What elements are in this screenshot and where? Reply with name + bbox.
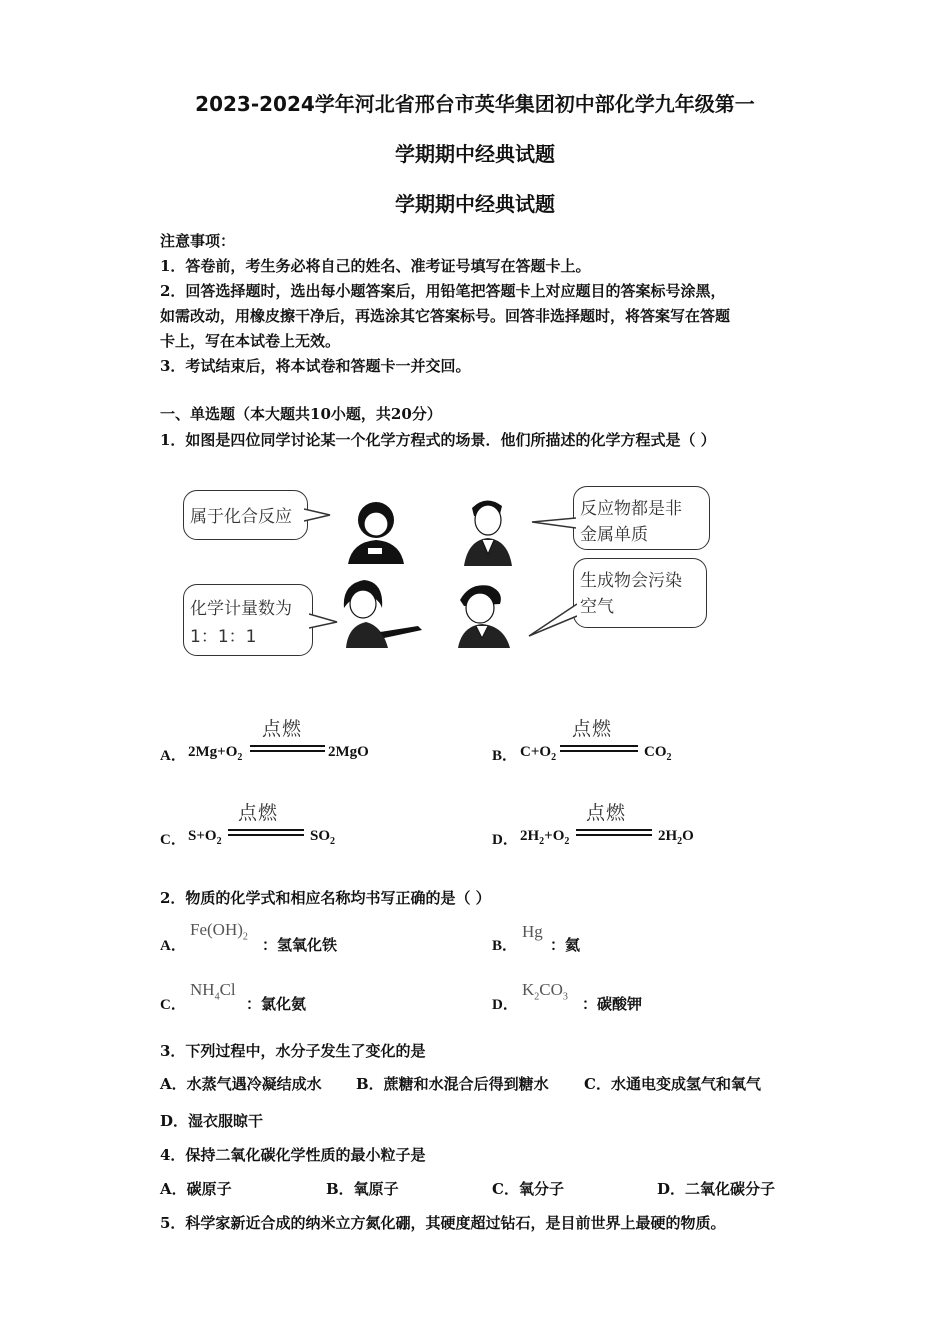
q2-option-d-formula: $K_2CO_3$ [522,980,568,1003]
option-d-label[interactable]: D． [492,832,518,848]
q4-option-a[interactable]: A．碳原子 [160,1180,232,1198]
option-a-reactants: $2Mg+O_2$ [188,744,243,763]
student-4-figure [450,580,520,648]
student-1-figure [340,498,410,566]
option-a-equals-bottom [250,750,325,752]
option-c-equals-top [228,829,304,831]
question-2-stem: 2．物质的化学式和相应名称均书写正确的是（ ） [160,889,491,907]
bubble-tail-1 [304,505,334,525]
q2-option-c-formula: $NH_4Cl$ [190,980,236,1003]
q2-option-c-label[interactable]: C． [160,997,186,1013]
q4-option-b[interactable]: B．氧原子 [326,1180,399,1198]
option-a-condition: 点燃 [262,718,303,740]
q2-option-a-label[interactable]: A． [160,938,186,954]
bubble-3-text-line2: 1：1：1 [190,627,257,647]
q3-option-a[interactable]: A．水蒸气遇冷凝结成水 [160,1075,322,1093]
q3-option-c[interactable]: C．水通电变成氢气和氧气 [584,1075,761,1093]
discussion-illustration [180,480,720,660]
q2-option-b-name: ：氦 [550,936,581,954]
page-subtitle: 学期期中经典试题 [395,192,555,216]
bubble-3-text-line1: 化学计量数为 [190,599,292,619]
notice-item: 卡上，写在本试卷上无效。 [160,332,341,350]
q4-option-d[interactable]: D．二氧化碳分子 [657,1180,776,1198]
notice-item: 1．答卷前，考生务必将自己的姓名、准考证号填写在答题卡上。 [160,257,591,275]
option-d-equals-top [576,829,652,831]
option-a-equals-top [250,745,325,747]
option-c-equals-bottom [228,834,304,836]
q2-option-d-label[interactable]: D． [492,997,518,1013]
option-b-equals-bottom [560,750,638,752]
option-c-label[interactable]: C． [160,832,186,848]
option-b-reactants: $C+O_2$ [520,744,557,763]
q3-option-d[interactable]: D．湿衣服晾干 [160,1112,264,1130]
option-c-reactants: $S+O_2$ [188,828,222,847]
option-c-condition: 点燃 [238,802,279,824]
bubble-1-text: 属于化合反应 [190,507,292,527]
notice-item: 如需改动，用橡皮擦干净后，再选涂其它答案标号。回答非选择题时，将答案写在答题 [160,307,731,325]
option-b-products: $CO_2$ [644,744,672,763]
page-title: 2023-2024学年河北省邢台市英华集团初中部化学九年级第一 [195,92,755,116]
option-a-products: 2MgO [328,744,369,760]
bubble-tail-4 [525,600,577,640]
option-d-equals-bottom [576,834,652,836]
q2-option-d-name: ：碳酸钾 [582,995,643,1013]
bubble-tail-2 [530,514,576,534]
q2-option-a-name: ：氢氧化铁 [262,936,338,954]
option-b-condition: 点燃 [572,718,613,740]
section-heading: 一、单选题（本大题共10小题，共20分） [160,405,442,423]
question-4-stem: 4．保持二氧化碳化学性质的最小粒子是 [160,1146,426,1164]
q4-option-c[interactable]: C．氧分子 [492,1180,564,1198]
student-3-figure [338,574,428,648]
option-b-label[interactable]: B． [492,748,518,764]
option-d-reactants: $2H_2+O_2$ [520,828,570,847]
bubble-4-text-line1: 生成物会污染 [580,571,682,591]
q2-option-b-label[interactable]: B． [492,938,518,954]
student-2-figure [458,494,518,566]
bubble-4-text-line2: 空气 [580,597,614,617]
q2-option-b-formula: Hg [522,922,543,941]
notice-item: 3．考试结束后，将本试卷和答题卡一并交回。 [160,357,471,375]
q2-option-a-formula: $Fe(OH)_2$ [190,920,248,943]
notice-item: 2．回答选择题时，选出每小题答案后，用铅笔把答题卡上对应题目的答案标号涂黑， [160,282,726,300]
question-1-stem: 1．如图是四位同学讨论某一个化学方程式的场景．他们所描述的化学方程式是（ ） [160,431,716,449]
option-d-condition: 点燃 [586,802,627,824]
q3-option-b[interactable]: B．蔗糖和水混合后得到糖水 [356,1075,549,1093]
bubble-2-text-line2: 金属单质 [580,525,648,545]
option-d-products: $2H_2O$ [658,828,694,847]
q2-option-c-name: ：氯化氨 [246,995,307,1013]
option-b-equals-top [560,745,638,747]
question-5-stem: 5．科学家新近合成的纳米立方氮化硼，其硬度超过钻石，是目前世界上最硬的物质。 [160,1214,726,1232]
option-c-products: $SO_2$ [310,828,336,847]
bubble-2-text-line1: 反应物都是非 [580,499,682,519]
question-3-stem: 3．下列过程中，水分子发生了变化的是 [160,1042,426,1060]
page-title-line2: 学期期中经典试题 [395,142,555,166]
bubble-tail-3 [309,610,341,632]
notice-heading: 注意事项： [160,232,236,250]
option-a-label[interactable]: A． [160,748,186,764]
